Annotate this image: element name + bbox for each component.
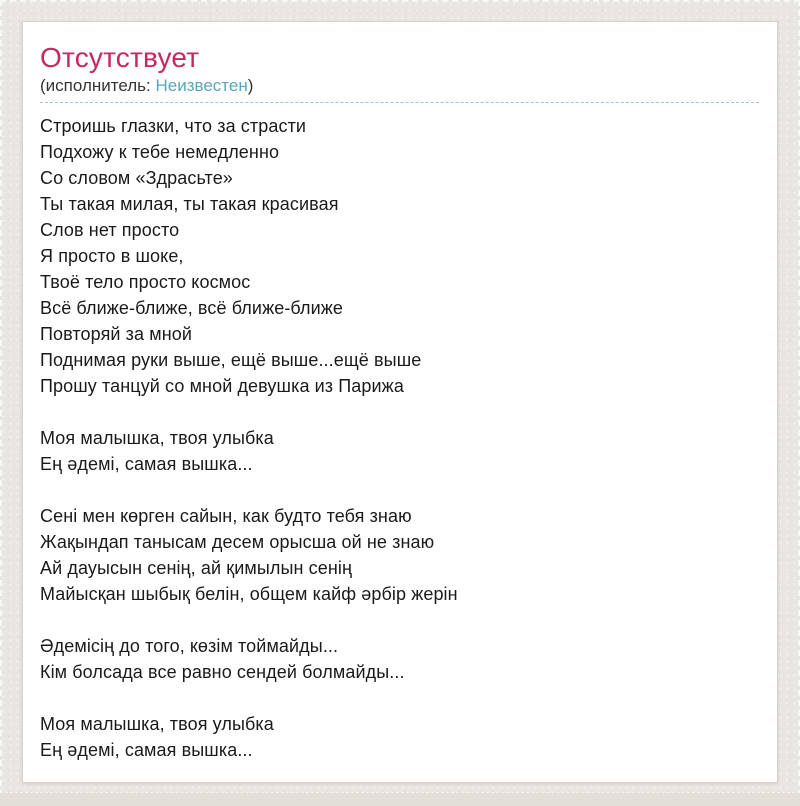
artist-label-prefix: (исполнитель: — [40, 75, 156, 95]
lyric-blank-line — [40, 685, 759, 711]
lyric-line: Со словом «Здрасьте» — [40, 167, 233, 188]
lyric-line: Всё ближе-ближе, всё ближе-ближе — [40, 297, 344, 318]
lyric-line: Слов нет просто — [40, 219, 180, 240]
lyric-blank-line — [40, 399, 759, 425]
lyric-line: Прошу танцуй со мной девушка из Парижа — [40, 375, 404, 396]
page-bottom-texture-band — [0, 792, 800, 806]
lyric-line: Моя малышка, твоя улыбка — [40, 427, 274, 448]
lyric-line: Ты такая милая, ты такая красивая — [40, 193, 339, 214]
artist-link[interactable]: Неизвестен — [155, 75, 248, 95]
lyric-line: Кім болсада все равно сендей болмайды... — [40, 661, 405, 682]
lyric-line: Ай дауысын сенің, ай қимылын сенің — [40, 557, 353, 578]
lyric-blank-line — [40, 477, 759, 503]
lyric-line: Моя малышка, твоя улыбка — [40, 713, 274, 734]
lyric-line: Әдемісің до того, көзім тоймайды... — [40, 635, 339, 656]
lyric-line: Я просто в шоке, — [40, 245, 184, 266]
lyric-line: Сені мен көрген сайын, как будто тебя знаю — [40, 505, 412, 526]
lyric-line: Твоё тело просто космос — [40, 271, 251, 292]
artist-line — [40, 76, 759, 103]
lyric-line: Повторяй за мной — [40, 323, 193, 344]
lyric-line: Ең әдемі, самая вышка... — [40, 739, 253, 760]
lyrics-text-block — [40, 113, 759, 763]
lyric-line: Подхожу к тебе немедленно — [40, 141, 280, 162]
artist-label-suffix: ) — [247, 75, 254, 95]
lyric-line: Ең әдемі, самая вышка... — [40, 453, 253, 474]
lyrics-card — [22, 21, 778, 783]
song-title: Отсутствует — [40, 42, 200, 73]
lyric-blank-line — [40, 607, 759, 633]
lyric-line: Строишь глазки, что за страсти — [40, 115, 307, 136]
lyric-line: Майысқан шыбық белін, общем кайф әрбір жерін — [40, 583, 458, 604]
lyric-line: Жақындап танысам десем орысша ой не знаю — [40, 531, 435, 552]
lyric-line: Поднимая руки выше, ещё выше...ещё выше — [40, 349, 422, 370]
